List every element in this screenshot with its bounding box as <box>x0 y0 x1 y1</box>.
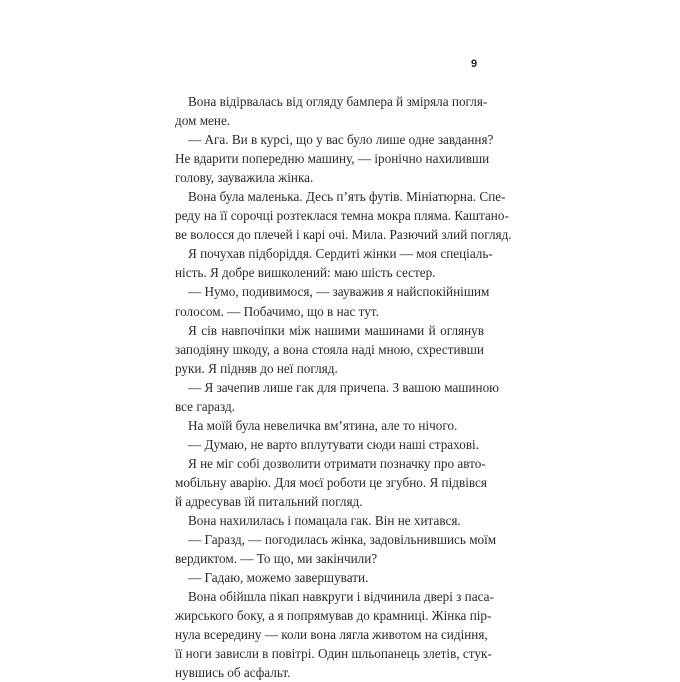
text-line: руки. Я підняв до неї погляд. <box>175 360 338 376</box>
text-line: й адресував їй питальний погляд. <box>175 493 363 509</box>
text-line: Я сів навпочіпки між нашими машинами й оглянув <box>188 322 484 338</box>
text-line: все гаразд. <box>175 398 236 414</box>
text-line: — Я зачепив лише гак для причепа. З вашою машиною <box>188 379 500 395</box>
text-line: Вона нахилилась і помацала гак. Він не хитався. <box>188 513 461 529</box>
text-line: реду на її сорочці розтеклася темна мокра пляма. Каштано- <box>175 208 509 224</box>
text-line: Я почухав підборіддя. Сердиті жінки — моя спеціаль- <box>188 246 493 262</box>
page-number: 9 <box>471 58 478 70</box>
text-line: — Нумо, подивимося, — зауважив я найспокійнішим <box>188 284 490 300</box>
text-line: ність. Я добре вишколений: маю шість сестер. <box>175 265 436 281</box>
text-line: — Думаю, не варто вплутувати сюди наші страхові. <box>188 436 480 452</box>
text-line: мобільну аварію. Для моєї роботи це згубно. Я підвівся <box>175 474 487 490</box>
text-line: нула всередину — коли вона лягла животом на сидіння, <box>175 627 488 643</box>
text-line: її ноги зависли в повітрі. Один шльопанець злетів, стук- <box>175 646 492 662</box>
text-line: голову, зауважила жінка. <box>175 170 314 186</box>
text-line: Не вдарити попередню машину, — іронічно нахиливши <box>175 151 490 167</box>
text-line: дом мене. <box>175 113 231 129</box>
text-line: Вона обійшла пікап навкруги і відчинила двері з паса- <box>188 589 494 605</box>
text-line: жирського боку, а я попрямував до крамниці. Жінка пір- <box>175 608 492 624</box>
text-line: ве волосся до плечей і карі очі. Мила. Разючий злий погляд. <box>175 227 512 243</box>
text-line: Я не міг собі дозволити отримати позначку про авто- <box>188 455 486 471</box>
text-line: — Гаразд, — погодилась жінка, задовільнившись моїм <box>188 532 497 548</box>
text-line: вердиктом. — То що, ми закінчили? <box>175 551 378 567</box>
text-line: Вона відірвалась від огляду бампера й зміряла погля- <box>188 94 488 109</box>
text-line: На моїй була невеличка вм’ятина, але то нічого. <box>188 417 458 433</box>
text-line: заподіяну шкоду, а вона стояла наді мною, схрестивши <box>175 341 484 357</box>
text-line: — Гадаю, можемо завершувати. <box>188 570 369 586</box>
text-line: нувшись об асфальт. <box>175 665 291 681</box>
text-line: Вона була маленька. Десь п’ять футів. Мініатюрна. Спе- <box>188 189 506 205</box>
text-line: голосом. — Побачимо, що в нас тут. <box>175 303 379 319</box>
text-line: — Ага. Ви в курсі, що у вас було лише одне завдання? <box>188 132 494 148</box>
body-text <box>175 92 512 682</box>
